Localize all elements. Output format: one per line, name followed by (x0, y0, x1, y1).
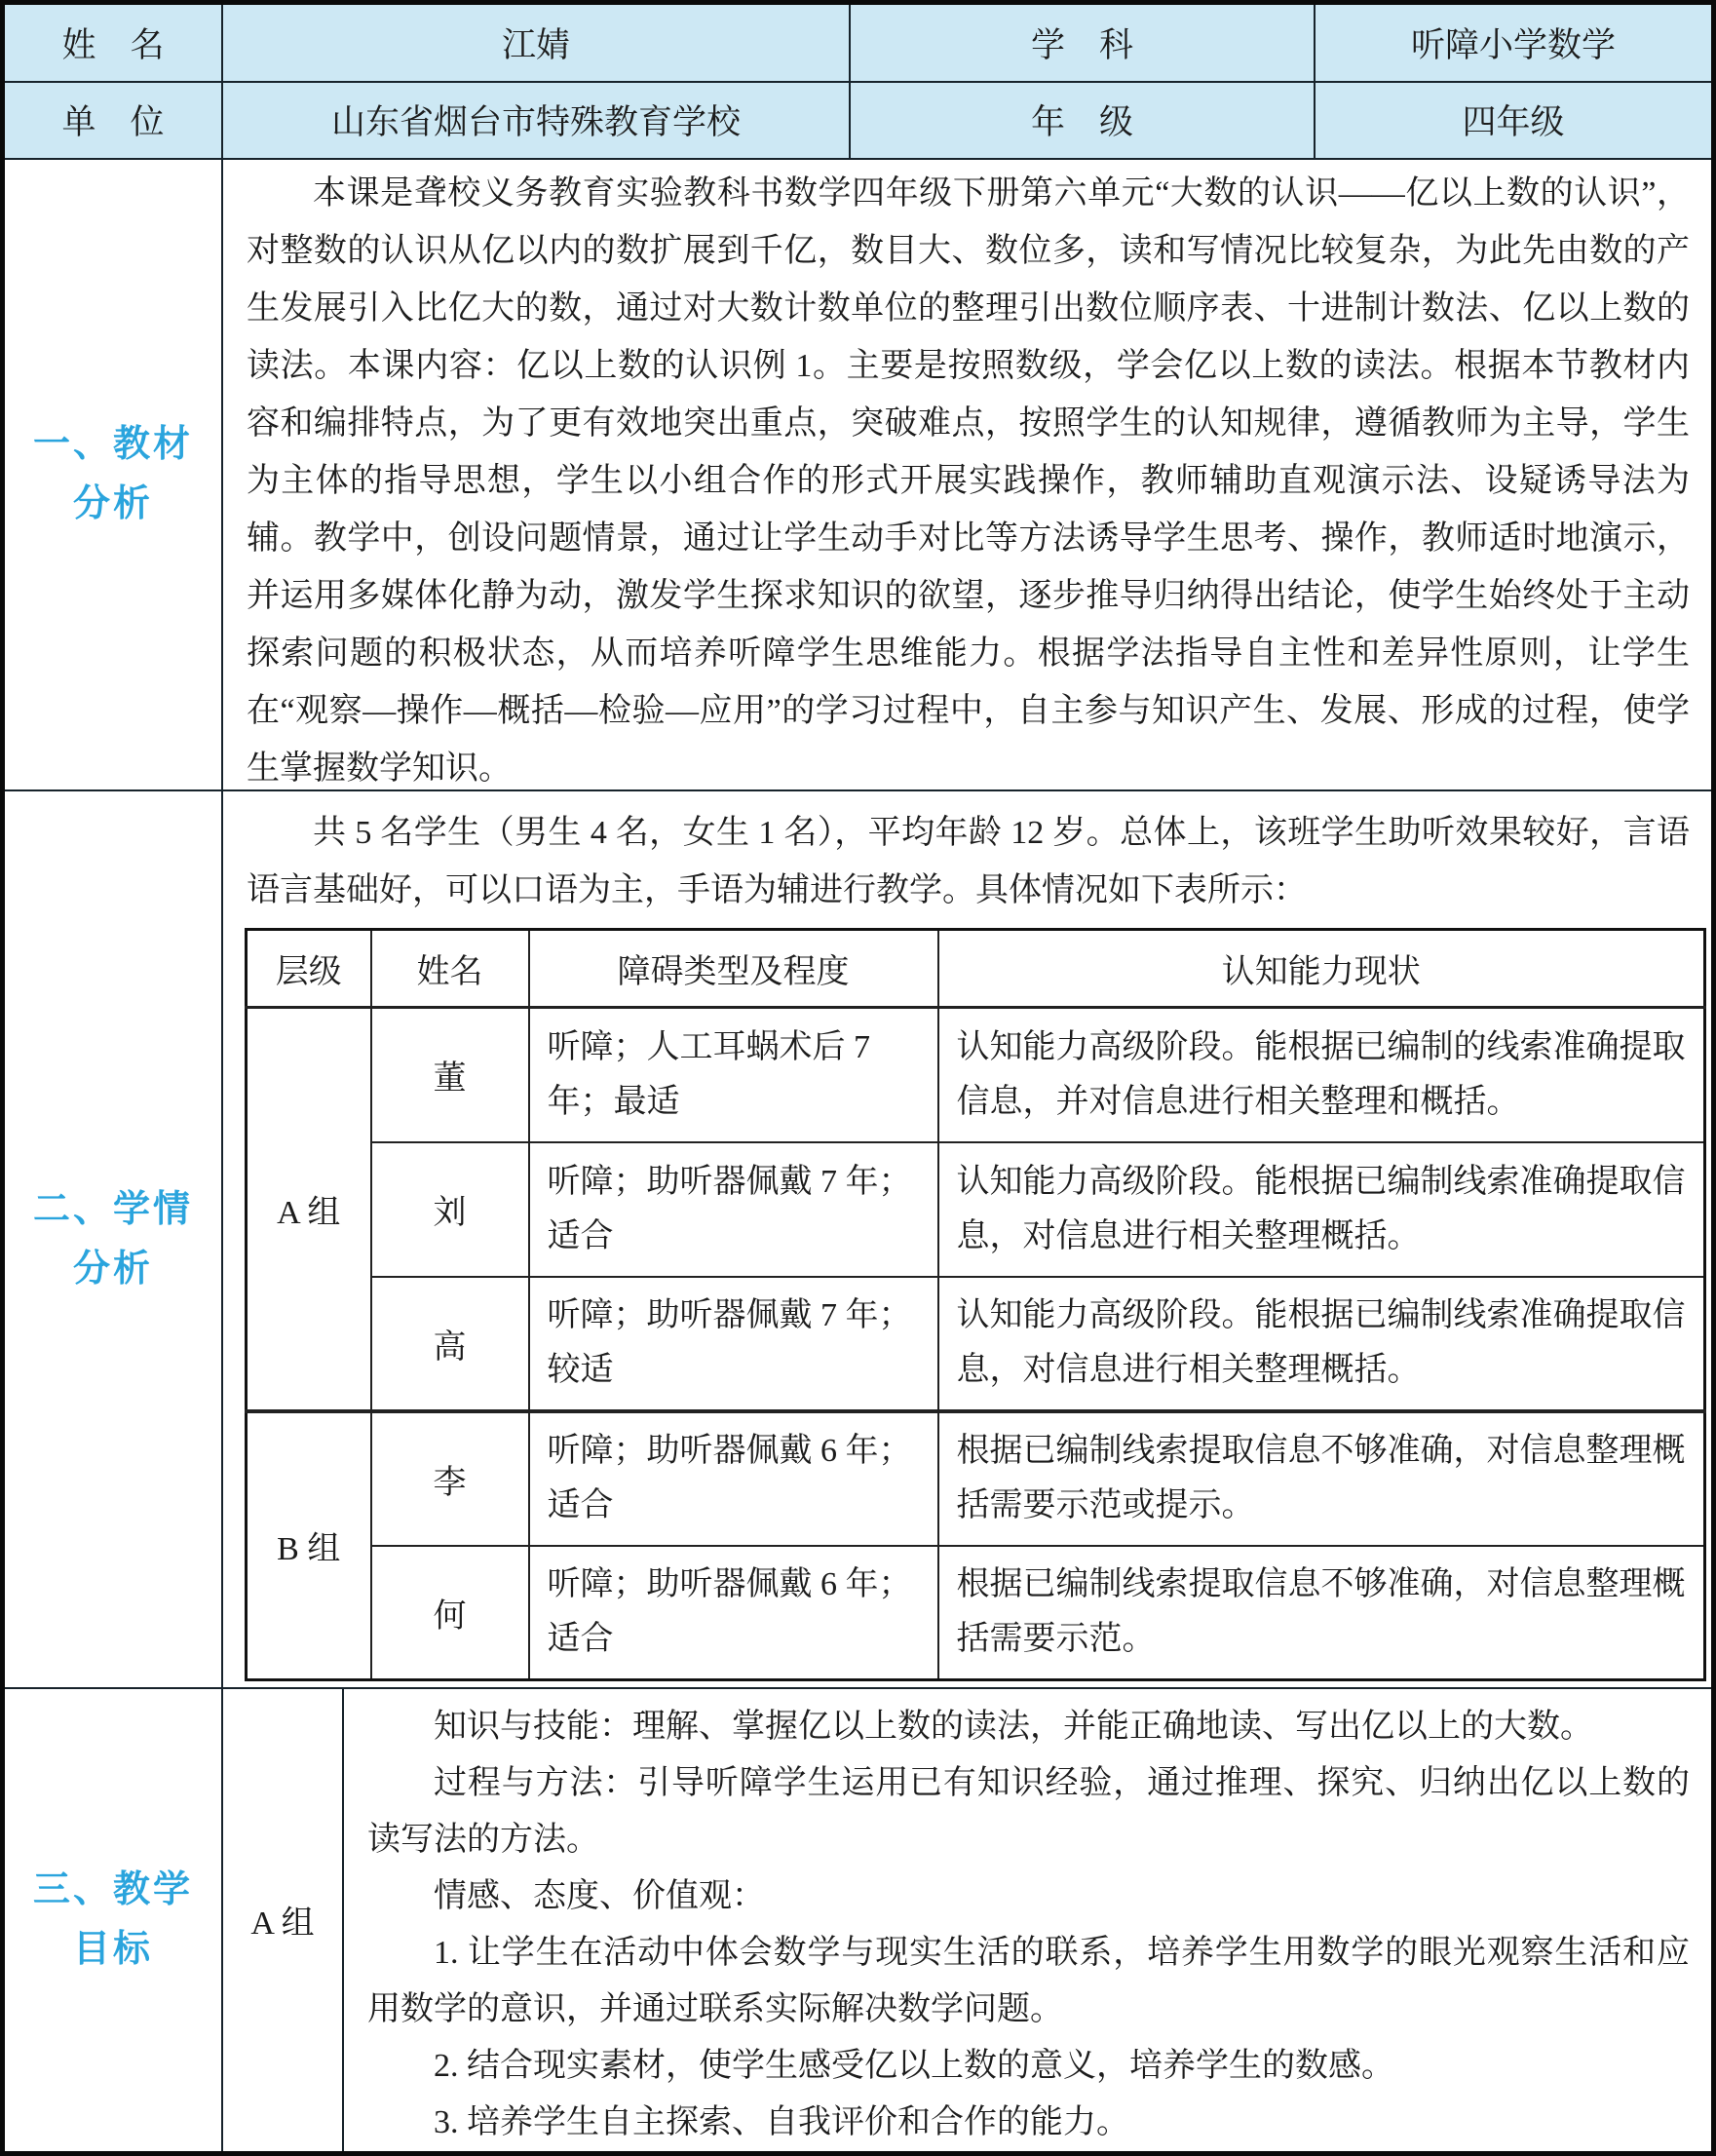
goal-affect-values-label: 情感、态度、价值观： (434, 1877, 765, 1914)
students-header-name: 姓名 (371, 930, 529, 1008)
section-title-line2: 分析 (72, 483, 153, 525)
unit-value: 山东省烟台市特殊教育学校 (223, 83, 851, 159)
section-body-learner-analysis (223, 791, 1711, 1687)
impairment-cell: 听障；助听器佩戴 6 年；适合 (529, 1546, 938, 1680)
subject-value: 听障小学数学 (1410, 25, 1616, 64)
students-header-cognition: 认知能力现状 (938, 930, 1705, 1008)
impairment-cell: 听障；助听器佩戴 7 年；较适 (529, 1277, 938, 1411)
students-header-impairment: 障碍类型及程度 (529, 930, 938, 1008)
section-textbook-analysis (5, 160, 1711, 791)
goal-process-methods: 过程与方法：引导听障学生运用已有知识经验，通过推理、探究、归纳出亿以上数的读写法的方法。 (367, 1764, 1690, 1858)
section-title-line2: 目标 (72, 1928, 153, 1970)
section-title-line1: 一、教材 (32, 424, 193, 466)
goals-group-a-cell: A 组 (223, 1689, 344, 2151)
header-row-unit-grade (5, 83, 1711, 161)
impairment-cell: 听障；助听器佩戴 7 年；适合 (529, 1142, 938, 1277)
impairment-cell: 听障；助听器佩戴 6 年；适合 (529, 1411, 938, 1546)
group-a-cell: A 组 (247, 1008, 371, 1411)
textbook-analysis-paragraph: 本课是聋校义务教育实验教科书数学四年级下册第六单元“大数的认识——亿以上数的认识”，对整数的认识从亿以内的数扩展到千亿，数目大、数位多，读和写情况比较复杂，为此先由数的产生发展引入比亿大的数，通过对大数计数单位的整理引出数位顺序表、十进制计数法、亿以上数的读法。本课内容：亿以上数的认识例 1。主要是按照数级，学会亿以上数的读法。根据本节教材内容和编排特点，为了更有效地突出重点，突破难点，按照学生的认知规律，遵循教师为主导，学生为主体的指导思想，学生以小组合作的形式开展实践操作，教师辅助直观演示法、设疑诱导法为辅。教学中，创设问题情景，通过让学生动手对比等方法诱导学生思考、操作，教师适时地演示，并运用多媒体化静为动，激发学生探求知识的欲望，逐步推导归纳得出结论，使学生始终处于主动探索问题的积极状态，从而培养听障学生思维能力。根据学法指导自主性和差异性原则，让学生在“观察—操作—概括—检验—应用”的学习过程中，自主参与知识产生、发展、形成的过程，使学生掌握数学知识。 (247, 175, 1690, 788)
student-name: 李 (371, 1411, 529, 1546)
students-table-header-row (247, 930, 1705, 1008)
goal-item-3: 3. 培养学生自主探索、自我评价和合作的能力。 (434, 2103, 1129, 2140)
header-row-name-subject (5, 5, 1711, 83)
section-teaching-goals (5, 1689, 1711, 2151)
cognition-cell: 根据已编制线索提取信息不够准确，对信息整理概括需要示范或提示。 (938, 1411, 1705, 1546)
cognition-cell: 认知能力高级阶段。能根据已编制线索准确提取信息，对信息进行相关整理概括。 (938, 1142, 1705, 1277)
cognition-cell: 认知能力高级阶段。能根据已编制的线索准确提取信息，并对信息进行相关整理和概括。 (938, 1008, 1705, 1142)
student-name: 何 (371, 1546, 529, 1680)
goal-item-1: 1. 让学生在活动中体会数学与现实生活的联系，培养学生用数学的眼光观察生活和应用数学的意识，并通过联系实际解决数学问题。 (367, 1934, 1690, 2027)
grade-label: 年 级 (851, 83, 1316, 159)
section-body-teaching-goals (344, 1689, 1711, 2151)
section-title-line1: 三、教学 (32, 1869, 193, 1911)
student-name: 董 (371, 1008, 529, 1142)
learner-analysis-intro: 共 5 名学生（男生 4 名，女生 1 名），平均年龄 12 岁。总体上，该班学生助听效果较好，言语语言基础好，可以口语为主，手语为辅进行教学。具体情况如下表所示： (247, 815, 1690, 909)
cognition-cell: 认知能力高级阶段。能根据已编制线索准确提取信息，对信息进行相关整理概括。 (938, 1277, 1705, 1411)
name-label: 姓 名 (5, 5, 223, 81)
students-table (245, 928, 1706, 1681)
student-name: 刘 (371, 1142, 529, 1277)
unit-label: 单 位 (5, 83, 223, 159)
goal-knowledge-skills: 知识与技能：理解、掌握亿以上数的读法，并能正确地读、写出亿以上的大数。 (434, 1708, 1593, 1745)
section-title-learner-analysis (5, 791, 223, 1687)
student-row-gao (247, 1277, 1705, 1411)
section-title-textbook-analysis (5, 160, 223, 789)
subject-label: 学 科 (851, 5, 1316, 81)
group-b-cell: B 组 (247, 1411, 371, 1680)
students-header-level: 层级 (247, 930, 371, 1008)
section-title-line2: 分析 (72, 1248, 153, 1290)
section-title-teaching-goals (5, 1689, 223, 2151)
student-row-li (247, 1411, 1705, 1546)
cognition-cell: 根据已编制线索提取信息不够准确，对信息整理概括需要示范。 (938, 1546, 1705, 1680)
student-row-liu (247, 1142, 1705, 1277)
student-row-dong (247, 1008, 1705, 1142)
impairment-cell: 听障；人工耳蜗术后 7 年；最适 (529, 1008, 938, 1142)
section-title-line1: 二、学情 (32, 1188, 193, 1230)
student-name: 高 (371, 1277, 529, 1411)
section-body-textbook-analysis (223, 160, 1711, 789)
student-row-he (247, 1546, 1705, 1680)
goal-item-2: 2. 结合现实素材，使学生感受亿以上数的意义，培养学生的数感。 (434, 2047, 1394, 2084)
name-value: 江婧 (223, 5, 851, 81)
grade-value: 四年级 (1462, 103, 1565, 142)
section-learner-analysis (5, 791, 1711, 1689)
